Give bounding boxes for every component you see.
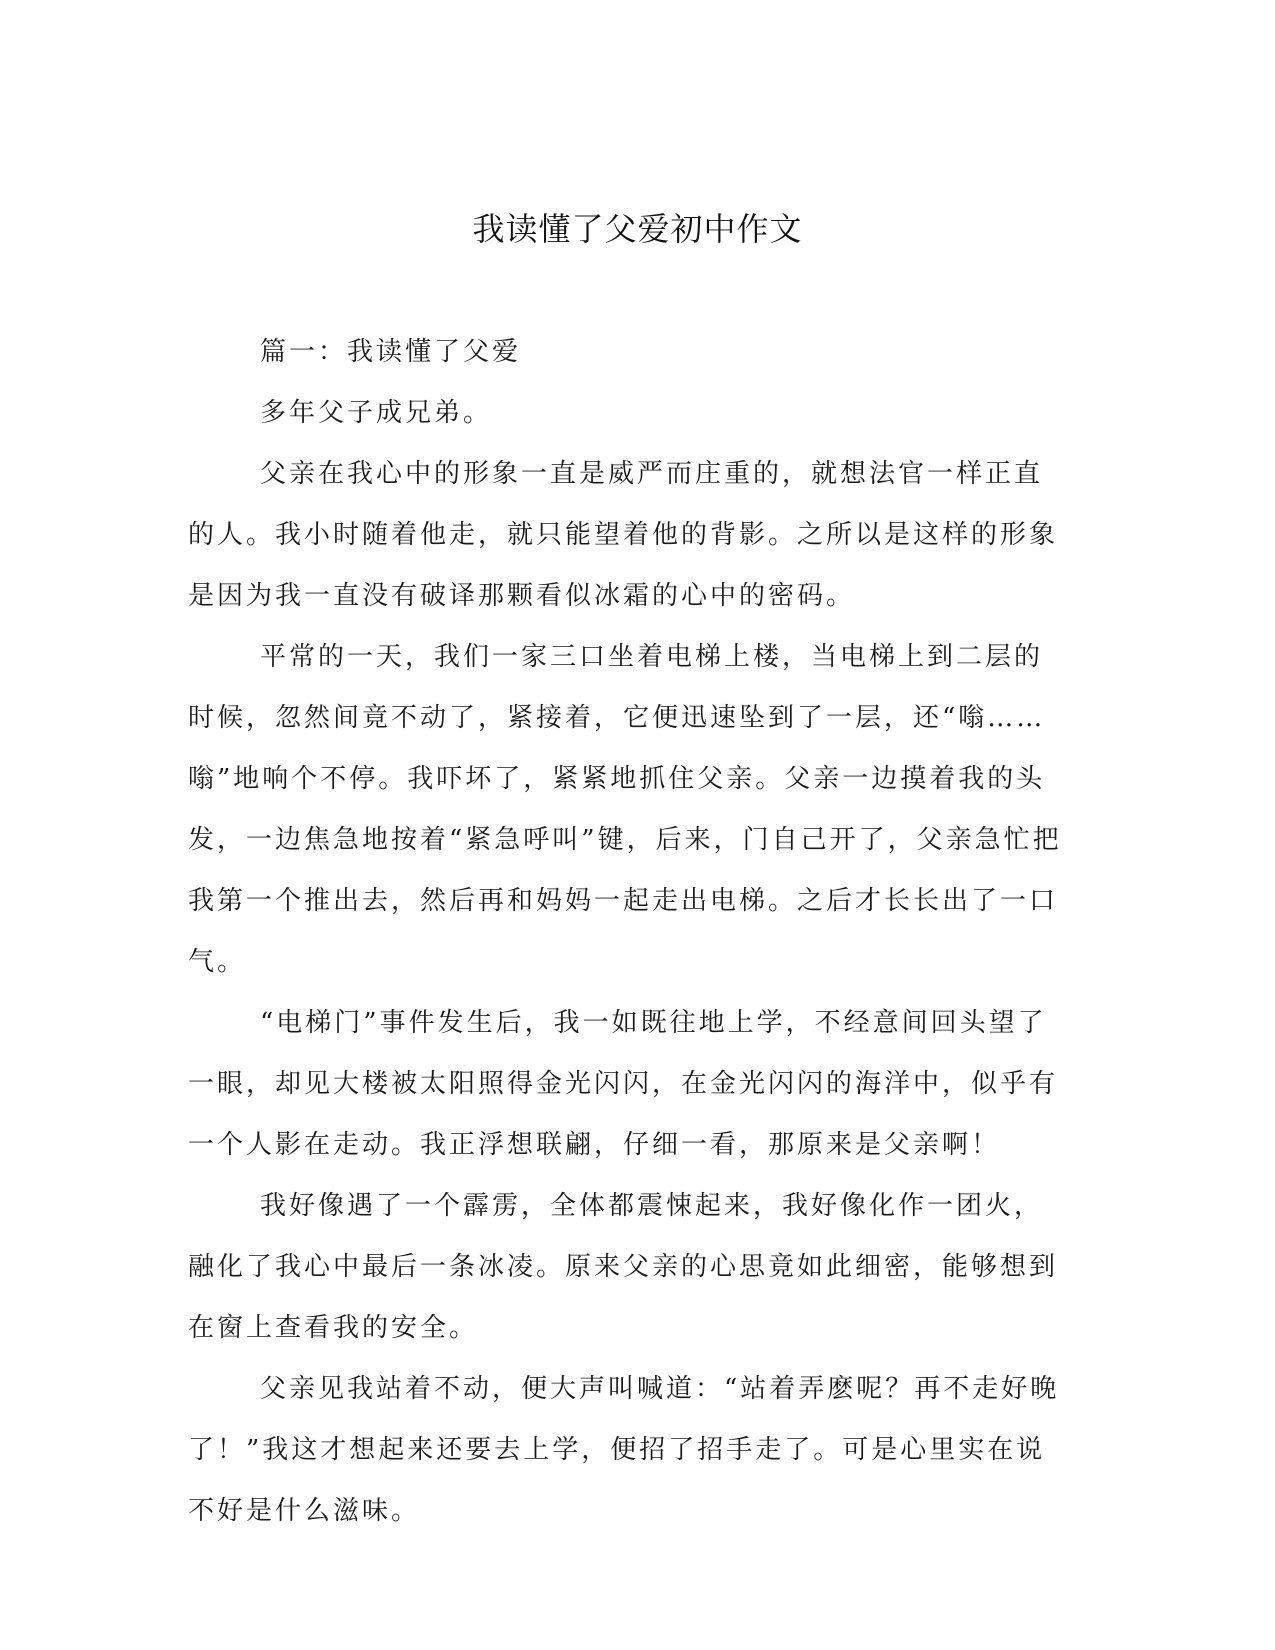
paragraph: “电梯门”事件发生后，我一如既往地上学，不经意间回头望了一眼，却见大楼被太阳照得金光闪闪，在金光闪闪的海洋中，似乎有一个人影在走动。我正浮想联翩，仔细一看，那原来是父亲啊！ bbox=[188, 1008, 1059, 1160]
paragraph-opening-line: 多年父子成兄弟。 bbox=[260, 398, 493, 428]
document-title: 我读懂了父爱初中作文 bbox=[472, 210, 803, 248]
document-body bbox=[188, 322, 1068, 1542]
paragraph: 我好像遇了一个霹雳，全体都震悚起来，我好像化作一团火，融化了我心中最后一条冰凌。原来父亲的心思竟如此细密，能够想到在窗上查看我的安全。 bbox=[188, 1191, 1059, 1343]
paragraph: 父亲见我站着不动，便大声叫喊道：“站着弄麽呢？再不走好晚了！”我这才想起来还要去上学，便招了招手走了。可是心里实在说不好是什么滋味。 bbox=[188, 1374, 1060, 1526]
paragraph-section-heading: 篇一：我读懂了父爱 bbox=[260, 337, 522, 367]
paragraph: 平常的一天，我们一家三口坐着电梯上楼，当电梯上到二层的时候，忽然间竟不动了，紧接着，它便迅速坠到了一层，还“嗡……嗡”地响个不停。我吓坏了，紧紧地抓住父亲。父亲一边摸着我的头发，一边焦急地按着“紧急呼叫”键，后来，门自己开了，父亲急忙把我第一个推出去，然后再和妈妈一起走出电梯。之后才长长出了一口气。 bbox=[188, 642, 1062, 977]
paragraph: 父亲在我心中的形象一直是威严而庄重的，就想法官一样正直的人。我小时随着他走，就只能望着他的背影。之所以是这样的形象是因为我一直没有破译那颗看似冰霜的心中的密码。 bbox=[188, 459, 1059, 611]
